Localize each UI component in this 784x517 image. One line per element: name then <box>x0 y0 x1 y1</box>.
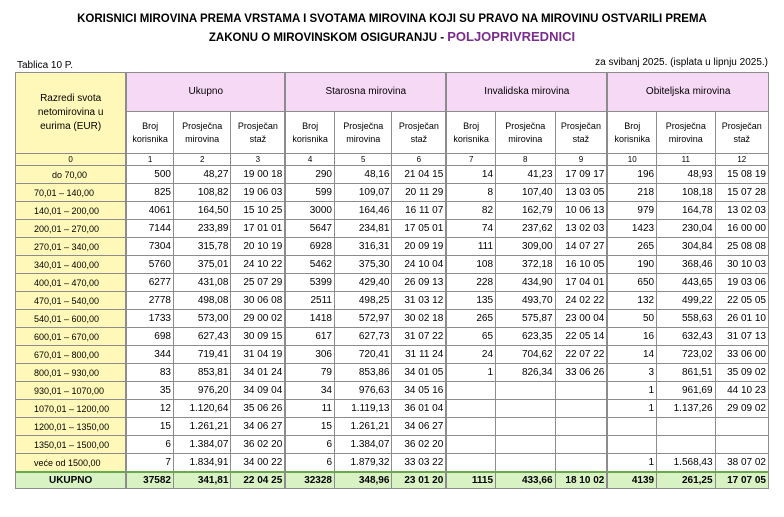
cell-value: 8 <box>446 184 495 202</box>
cell-value: 34 <box>285 382 334 400</box>
cell-value: 1423 <box>607 220 656 238</box>
cell-value: 1 <box>607 454 656 473</box>
cell-value: 627,43 <box>173 328 230 346</box>
cell-value: 36 01 04 <box>392 400 446 418</box>
cell-value: 1.261,21 <box>335 418 392 436</box>
cell-value: 109,07 <box>335 184 392 202</box>
cell-value: 111 <box>446 238 495 256</box>
cell-value <box>446 400 495 418</box>
cell-value: 19 06 03 <box>231 184 285 202</box>
cell-value: 304,84 <box>657 238 715 256</box>
table-row <box>16 274 769 292</box>
cell-value: 32328 <box>285 472 334 489</box>
cell-value: 1.120,64 <box>173 400 230 418</box>
cell-value: 623,35 <box>496 328 556 346</box>
cell-value: 6 <box>285 454 334 473</box>
cell-value: 573,00 <box>173 310 230 328</box>
cell-value: 17 05 01 <box>392 220 446 238</box>
cell-value <box>496 454 556 473</box>
cell-value: 24 10 22 <box>231 256 285 274</box>
cell-value: 315,78 <box>173 238 230 256</box>
column-number: 2 <box>173 154 230 166</box>
cell-value: 196 <box>607 166 656 184</box>
cell-value: 500 <box>126 166 173 184</box>
column-number: 3 <box>231 154 285 166</box>
cell-value: 31 03 12 <box>392 292 446 310</box>
cell-value: 23 00 04 <box>555 310 607 328</box>
cell-value: 162,79 <box>496 202 556 220</box>
row-category: 600,01 – 670,00 <box>16 328 127 346</box>
cell-value <box>555 454 607 473</box>
cell-value <box>496 436 556 454</box>
cell-value: 493,70 <box>496 292 556 310</box>
cell-value: 341,81 <box>173 472 230 489</box>
cell-value <box>607 436 656 454</box>
table-row <box>16 166 769 184</box>
sub-header: Prosječan staž <box>392 112 446 154</box>
table-row <box>16 220 769 238</box>
cell-value: 2778 <box>126 292 173 310</box>
cell-value: 108 <box>446 256 495 274</box>
cell-value: 26 09 13 <box>392 274 446 292</box>
cell-value: 976,20 <box>173 382 230 400</box>
row-category: 1350,01 – 1500,00 <box>16 436 127 454</box>
cell-value: 36 02 20 <box>231 436 285 454</box>
cell-value: 309,00 <box>496 238 556 256</box>
cell-value: 15 08 19 <box>715 166 768 184</box>
column-number: 8 <box>496 154 556 166</box>
cell-value: 375,30 <box>335 256 392 274</box>
column-number: 11 <box>657 154 715 166</box>
cell-value: 38 07 02 <box>715 454 768 473</box>
table-row <box>16 436 769 454</box>
cell-value: 29 09 02 <box>715 400 768 418</box>
column-number: 12 <box>715 154 768 166</box>
cell-value: 720,41 <box>335 346 392 364</box>
cell-value: 37582 <box>126 472 173 489</box>
table-row <box>16 364 769 382</box>
cell-value: 20 11 29 <box>392 184 446 202</box>
cell-value: 1115 <box>446 472 495 489</box>
cell-value: 723,02 <box>657 346 715 364</box>
column-number: 4 <box>285 154 334 166</box>
group-header-starosna: Starosna mirovina <box>285 73 446 112</box>
cell-value: 233,89 <box>173 220 230 238</box>
cell-value: 24 10 04 <box>392 256 446 274</box>
sub-header: Broj korisnika <box>607 112 656 154</box>
cell-value: 22 05 14 <box>555 328 607 346</box>
cell-value: 15 07 28 <box>715 184 768 202</box>
cell-value: 18 10 02 <box>555 472 607 489</box>
cell-value: 30 10 03 <box>715 256 768 274</box>
cell-value: 979 <box>607 202 656 220</box>
cell-value: 498,08 <box>173 292 230 310</box>
cell-value: 368,46 <box>657 256 715 274</box>
cell-value: 35 09 02 <box>715 364 768 382</box>
column-number: 7 <box>446 154 495 166</box>
cell-value: 5647 <box>285 220 334 238</box>
cell-value: 48,27 <box>173 166 230 184</box>
cell-value: 34 05 16 <box>392 382 446 400</box>
cell-value: 375,01 <box>173 256 230 274</box>
row-category: 540,01 – 600,00 <box>16 310 127 328</box>
cell-value: 16 11 07 <box>392 202 446 220</box>
cell-value: 6 <box>285 436 334 454</box>
cell-value: 1.879,32 <box>335 454 392 473</box>
cell-value: 20 09 19 <box>392 238 446 256</box>
cell-value: 5399 <box>285 274 334 292</box>
cell-value: 30 06 08 <box>231 292 285 310</box>
cell-value: 1.137,26 <box>657 400 715 418</box>
sub-header: Broj korisnika <box>446 112 495 154</box>
cell-value: 1 <box>607 400 656 418</box>
sub-header: Prosječna mirovina <box>496 112 556 154</box>
category-header: Razredi svota netomirovina u eurima (EUR) <box>16 73 127 154</box>
cell-value <box>607 418 656 436</box>
cell-value: 13 03 05 <box>555 184 607 202</box>
cell-value: 48,93 <box>657 166 715 184</box>
cell-value: 632,43 <box>657 328 715 346</box>
cell-value: 74 <box>446 220 495 238</box>
table-row <box>16 454 769 473</box>
cell-value: 17 01 01 <box>231 220 285 238</box>
row-category: 670,01 – 800,00 <box>16 346 127 364</box>
cell-value: 12 <box>126 400 173 418</box>
cell-value: 25 07 29 <box>231 274 285 292</box>
cell-value <box>496 400 556 418</box>
title-highlight: POLJOPRIVREDNICI <box>447 29 576 44</box>
column-number: 0 <box>16 154 127 166</box>
cell-value <box>555 400 607 418</box>
cell-value: 853,81 <box>173 364 230 382</box>
table-row <box>16 202 769 220</box>
sub-header: Broj korisnika <box>285 112 334 154</box>
cell-value: 34 00 22 <box>231 454 285 473</box>
cell-value: 34 06 27 <box>231 418 285 436</box>
cell-value: 230,04 <box>657 220 715 238</box>
cell-value <box>657 436 715 454</box>
cell-value: 23 01 20 <box>392 472 446 489</box>
group-header-ukupno: Ukupno <box>126 73 285 112</box>
table-row <box>16 292 769 310</box>
cell-value: 33 06 26 <box>555 364 607 382</box>
sub-header: Prosječan staž <box>715 112 768 154</box>
row-category: 470,01 – 540,00 <box>16 292 127 310</box>
cell-value: 108,18 <box>657 184 715 202</box>
row-category: 200,01 – 270,00 <box>16 220 127 238</box>
group-header-invalidska: Invalidska mirovina <box>446 73 607 112</box>
cell-value: 16 00 00 <box>715 220 768 238</box>
title-line-2 <box>0 28 784 47</box>
cell-value: 558,63 <box>657 310 715 328</box>
cell-value: 1.384,07 <box>173 436 230 454</box>
cell-value: 261,25 <box>657 472 715 489</box>
cell-value: 31 07 22 <box>392 328 446 346</box>
cell-value: 19 03 06 <box>715 274 768 292</box>
cell-value: 719,41 <box>173 346 230 364</box>
cell-value: 108,82 <box>173 184 230 202</box>
cell-value: 572,97 <box>335 310 392 328</box>
sub-header: Prosječna mirovina <box>657 112 715 154</box>
cell-value: 164,46 <box>335 202 392 220</box>
cell-value: 599 <box>285 184 334 202</box>
cell-value: 41,23 <box>496 166 556 184</box>
cell-value: 31 04 19 <box>231 346 285 364</box>
table-row <box>16 346 769 364</box>
cell-value: 498,25 <box>335 292 392 310</box>
cell-value: 22 04 25 <box>231 472 285 489</box>
cell-value: 190 <box>607 256 656 274</box>
cell-value: 15 <box>126 418 173 436</box>
cell-value: 15 10 25 <box>231 202 285 220</box>
cell-value: 627,73 <box>335 328 392 346</box>
cell-value <box>657 418 715 436</box>
cell-value <box>715 418 768 436</box>
cell-value: 1.261,21 <box>173 418 230 436</box>
cell-value: 316,31 <box>335 238 392 256</box>
row-category: 340,01 – 400,00 <box>16 256 127 274</box>
title-line-1: KORISNICI MIROVINA PREMA VRSTAMA I SVOTAMA MIROVINA KOJI SU PRAVO NA MIROVINU OSTVARILI PREMA <box>77 13 707 25</box>
table-row <box>16 256 769 274</box>
cell-value: 34 01 05 <box>392 364 446 382</box>
cell-value: 19 00 18 <box>231 166 285 184</box>
cell-value: 1 <box>607 382 656 400</box>
cell-value: 13 02 03 <box>715 202 768 220</box>
cell-value: 6 <box>126 436 173 454</box>
cell-value: 265 <box>446 310 495 328</box>
cell-value: 5462 <box>285 256 334 274</box>
cell-value: 4061 <box>126 202 173 220</box>
cell-value: 17 09 17 <box>555 166 607 184</box>
sub-header: Prosječna mirovina <box>335 112 392 154</box>
row-category: veće od 1500,00 <box>16 454 127 473</box>
cell-value: 65 <box>446 328 495 346</box>
sub-header: Prosječan staž <box>231 112 285 154</box>
cell-value: 16 10 05 <box>555 256 607 274</box>
cell-value: 617 <box>285 328 334 346</box>
cell-value: 22 05 05 <box>715 292 768 310</box>
cell-value: 1.834,91 <box>173 454 230 473</box>
cell-value: 2511 <box>285 292 334 310</box>
cell-value: 132 <box>607 292 656 310</box>
cell-value: 861,51 <box>657 364 715 382</box>
cell-value: 853,86 <box>335 364 392 382</box>
cell-value: 33 03 22 <box>392 454 446 473</box>
cell-value: 1 <box>446 364 495 382</box>
cell-value <box>715 436 768 454</box>
cell-value <box>555 382 607 400</box>
row-category: 140,01 – 200,00 <box>16 202 127 220</box>
cell-value: 704,62 <box>496 346 556 364</box>
row-category: 70,01 – 140,00 <box>16 184 127 202</box>
cell-value: 290 <box>285 166 334 184</box>
cell-value: 16 <box>607 328 656 346</box>
column-number: 5 <box>335 154 392 166</box>
cell-value: 21 04 15 <box>392 166 446 184</box>
cell-value: 31 11 24 <box>392 346 446 364</box>
cell-value: 265 <box>607 238 656 256</box>
table-row <box>16 418 769 436</box>
cell-value: 961,69 <box>657 382 715 400</box>
cell-value: 35 06 26 <box>231 400 285 418</box>
cell-value: 344 <box>126 346 173 364</box>
table-row <box>16 238 769 256</box>
cell-value: 7 <box>126 454 173 473</box>
column-number: 9 <box>555 154 607 166</box>
cell-value: 17 04 01 <box>555 274 607 292</box>
cell-value: 48,16 <box>335 166 392 184</box>
cell-value: 499,22 <box>657 292 715 310</box>
cell-value: 234,81 <box>335 220 392 238</box>
cell-value: 306 <box>285 346 334 364</box>
cell-value: 17 07 05 <box>715 472 768 489</box>
cell-value: 575,87 <box>496 310 556 328</box>
cell-value: 22 07 22 <box>555 346 607 364</box>
cell-value: 25 08 08 <box>715 238 768 256</box>
cell-value: 5760 <box>126 256 173 274</box>
cell-value: 79 <box>285 364 334 382</box>
cell-value: 1418 <box>285 310 334 328</box>
cell-value: 11 <box>285 400 334 418</box>
cell-value: 20 10 19 <box>231 238 285 256</box>
title-line-2-main: ZAKONU O MIROVINSKOM OSIGURANJU - <box>208 32 448 44</box>
cell-value: 1.119,13 <box>335 400 392 418</box>
cell-value: 429,40 <box>335 274 392 292</box>
cell-value <box>496 382 556 400</box>
cell-value: 164,50 <box>173 202 230 220</box>
cell-value: 50 <box>607 310 656 328</box>
cell-value: 1.568,43 <box>657 454 715 473</box>
cell-value: 30 09 15 <box>231 328 285 346</box>
cell-value: 1.384,07 <box>335 436 392 454</box>
cell-value: 431,08 <box>173 274 230 292</box>
row-category: 1070,01 – 1200,00 <box>16 400 127 418</box>
cell-value: 4139 <box>607 472 656 489</box>
cell-value: 1733 <box>126 310 173 328</box>
cell-value: 434,90 <box>496 274 556 292</box>
table-row <box>16 310 769 328</box>
cell-value: 83 <box>126 364 173 382</box>
column-number: 10 <box>607 154 656 166</box>
cell-value: 976,63 <box>335 382 392 400</box>
cell-value: 698 <box>126 328 173 346</box>
cell-value: 34 09 04 <box>231 382 285 400</box>
row-category: 930,01 – 1070,00 <box>16 382 127 400</box>
sub-header: Broj korisnika <box>126 112 173 154</box>
table-row <box>16 382 769 400</box>
row-category: 800,01 – 930,00 <box>16 364 127 382</box>
table-number: Tablica 10 P. <box>17 60 73 71</box>
cell-value: 10 06 13 <box>555 202 607 220</box>
cell-value: 30 02 18 <box>392 310 446 328</box>
group-header-obiteljska: Obiteljska mirovina <box>607 73 768 112</box>
row-category: do 70,00 <box>16 166 127 184</box>
cell-value: 14 07 27 <box>555 238 607 256</box>
cell-value: 7304 <box>126 238 173 256</box>
cell-value: 14 <box>446 166 495 184</box>
cell-value: 3 <box>607 364 656 382</box>
column-number: 1 <box>126 154 173 166</box>
cell-value <box>446 382 495 400</box>
cell-value: 237,62 <box>496 220 556 238</box>
cell-value: 24 <box>446 346 495 364</box>
cell-value: 29 00 02 <box>231 310 285 328</box>
cell-value: 135 <box>446 292 495 310</box>
cell-value: 36 02 20 <box>392 436 446 454</box>
cell-value: 3000 <box>285 202 334 220</box>
pension-table <box>15 72 769 489</box>
cell-value: 13 02 03 <box>555 220 607 238</box>
row-category: UKUPNO <box>16 472 127 489</box>
cell-value: 24 02 22 <box>555 292 607 310</box>
row-category: 1200,01 – 1350,00 <box>16 418 127 436</box>
period-label: za svibanj 2025. (isplata u lipnju 2025.) <box>595 57 768 68</box>
cell-value <box>446 454 495 473</box>
cell-value: 34 01 24 <box>231 364 285 382</box>
row-category: 400,01 – 470,00 <box>16 274 127 292</box>
table-row <box>16 184 769 202</box>
cell-value: 15 <box>285 418 334 436</box>
cell-value: 348,96 <box>335 472 392 489</box>
cell-value: 7144 <box>126 220 173 238</box>
cell-value <box>446 436 495 454</box>
cell-value: 650 <box>607 274 656 292</box>
cell-value: 372,18 <box>496 256 556 274</box>
cell-value <box>555 418 607 436</box>
cell-value: 34 06 27 <box>392 418 446 436</box>
cell-value: 44 10 23 <box>715 382 768 400</box>
cell-value: 164,78 <box>657 202 715 220</box>
cell-value: 82 <box>446 202 495 220</box>
row-category: 270,01 – 340,00 <box>16 238 127 256</box>
cell-value <box>555 436 607 454</box>
cell-value: 33 06 00 <box>715 346 768 364</box>
cell-value: 443,65 <box>657 274 715 292</box>
cell-value: 26 01 10 <box>715 310 768 328</box>
cell-value: 14 <box>607 346 656 364</box>
cell-value: 218 <box>607 184 656 202</box>
cell-value: 825 <box>126 184 173 202</box>
cell-value: 228 <box>446 274 495 292</box>
total-row <box>16 472 769 489</box>
sub-header: Prosječna mirovina <box>173 112 230 154</box>
sub-header: Prosječan staž <box>555 112 607 154</box>
cell-value <box>446 418 495 436</box>
cell-value: 6928 <box>285 238 334 256</box>
table-row <box>16 328 769 346</box>
cell-value: 433,66 <box>496 472 556 489</box>
table-row <box>16 400 769 418</box>
column-number: 6 <box>392 154 446 166</box>
cell-value: 31 07 13 <box>715 328 768 346</box>
cell-value: 107,40 <box>496 184 556 202</box>
cell-value: 6277 <box>126 274 173 292</box>
cell-value: 35 <box>126 382 173 400</box>
cell-value <box>496 418 556 436</box>
cell-value: 826,34 <box>496 364 556 382</box>
